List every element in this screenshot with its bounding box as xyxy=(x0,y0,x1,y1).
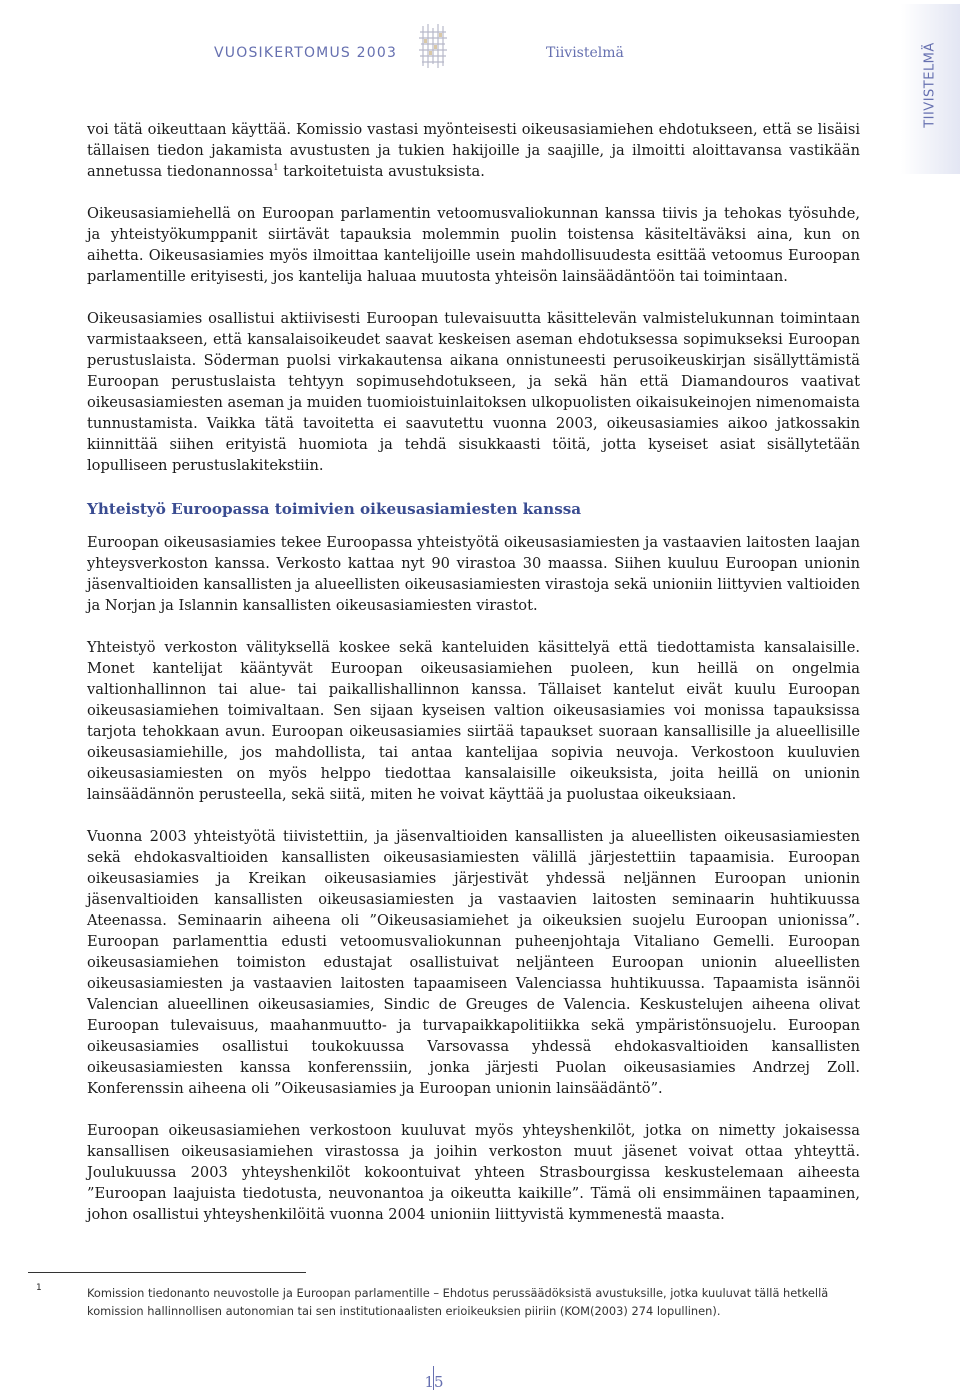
eu-ombudsman-logo-icon xyxy=(418,22,448,70)
paragraph: Euroopan oikeusasiamies tekee Euroopassa yhteistyötä oikeusasiamiesten ja vastaavien laitosten laajan yhteysverkoston kanssa. Verkosto kattaa nyt 90 virastoa 30 maassa. Siihen kuuluu Euroopan unionin jäsenvaltioiden kansallisten ja alueellisten oikeusasiamiesten virastoja sekä unioniin liittyvien valtioiden ja Norjan ja Islannin kansallisten oikeusasiamiesten virastot. xyxy=(87,534,860,614)
paragraph-tail: tarkoitetuista avustuksista. xyxy=(278,163,485,180)
section-label: Tiivistelmä xyxy=(546,45,624,61)
paragraph: Oikeusasiamies osallistui aktiivisesti Euroopan tulevaisuutta käsittelevän valmistelukunnan toimintaan varmistaakseen, että kansalaisoikeudet saavat keskeisen aseman ehdotuksessa sopimukseksi Euroopan perustuslaista. Söderman puolsi virkakautensa aikana onnistuneesti perusoikeuskirjan sisällyttämistä Euroopan perustuslaista tehtyyn sopimusehdotukseen, ja sekä hän että Diamandouros vaativat oikeusasiamiesten aseman ja muiden tuomioistuinlaitoksen ulkopuolisten oikaisukeinojen nimenomaista tunnustamista. Vaikka tätä tavoitetta ei saavutettu vuonna 2003, oikeusasiamies aikoo jatkossakin kiinnittää siihen erityistä huomiota ja tehdä sisukkaasti töitä, jotta kyseiset asiat sisällytetään lopulliseen perustuslakitekstiin. xyxy=(87,310,860,474)
footnote-divider xyxy=(28,1272,306,1273)
paragraph: Vuonna 2003 yhteistyötä tiivistettiin, ja jäsenvaltioiden kansallisten ja alueellisten oikeusasiamiesten sekä ehdokasvaltioiden kansallisten oikeusasiamiesten välillä järjestettiin tapaamisia. Euroopan oikeusasiamies ja Kreikan oikeusasiamies järjestivät yhdessä neljännen Euroopan unionin jäsenvaltioiden kansallisten oikeusasiamiesten ja vastaavien laitosten seminaarin huhtikuussa Ateenassa. Seminaarin aiheena oli ”Oikeusasiamiehet ja oikeuksien suojelu Euroopan unionissa”. Euroopan parlamenttia edusti vetoomusvaliokunnan puheenjohtaja Vitaliano Gemelli. Euroopan oikeusasiamiehen toimiston edustajat osallistuivat neljänteen Euroopan unionin alueellisten oikeusasiamiesten ja vastaavien laitosten tapaamiseen Valenciassa huhtikuussa. Tapaamista isännöi Valencian alueellinen oikeusasiamies, Sindic de Greuges de Valencia. Keskustelujen aiheena olivat Euroopan tulevaisuus, maahanmuutto- ja turvapaikkapolitiikka sekä ympäristönsuojelu. Euroopan oikeusasiamies osallistui toukokuussa Varsovassa yhdessä ehdokasvaltioiden kansallisten oikeusasiamiesten kanssa konferenssiin, jonka järjesti Puolan oikeusasiamies Andrzej Zoll. Konferenssin aiheena oli ”Oikeusasiamies ja Euroopan unionin lainsäädäntö”. xyxy=(87,828,860,1097)
paragraph: Euroopan oikeusasiamiehen verkostoon kuuluvat myös yhteyshenkilöt, jotka on nimetty jokaisessa kansallisen oikeusasiamiehen virastossa ja joihin verkoston muut jäsenet voivat ottaa yhteyttä. Joulukuussa 2003 yhteyshenkilöt kokoontuivat yhteen Strasbourgissa keskustelemaan aiheesta ”Euroopan laajuista tiedotusta, neuvonantoa ja oikeutta kaikille”. Tämä oli ensimmäinen tapaaminen, johon osallistui yhteyshenkilöitä vuonna 2004 unioniin liittyvistä kymmenestä maasta. xyxy=(87,1122,860,1223)
paragraph-text: voi tätä oikeuttaan käyttää. Komissio vastasi myönteisesti oikeusasiamiehen ehdotukseen, että se lisäisi tällaisen tiedon jakamista avustusten ja tukien hakijoille ja saajille, ja ilmoitti aloittavansa vastikään annetussa tiedonannossa xyxy=(87,121,860,180)
section-heading: Yhteistyö Euroopassa toimivien oikeusasiamiesten kanssa xyxy=(87,500,582,518)
main-content xyxy=(87,119,860,1246)
paragraph xyxy=(87,119,860,182)
paragraph: Oikeusasiamiehellä on Euroopan parlamentin vetoomusvaliokunnan kanssa tiivis ja tehokas työsuhde, ja yhteistyökumppanit siirtävät tapauksia molemmin puolin toistensa käsiteltäväksi aina, kun on aihetta. Oikeusasiamies myös ilmoittaa kantelijoille usein mahdollisuudesta esittää vetoomus Euroopan parlamentille erityisesti, jos kantelija haluaa muutosta yhteisön lainsäädäntöön tai toimintaan. xyxy=(87,205,860,285)
footnote-reference[interactable]: 1 xyxy=(273,163,279,173)
page-number: 15 xyxy=(424,1373,444,1391)
report-title: VUOSIKERTOMUS 2003 xyxy=(214,45,398,61)
side-tab-label: TIIVISTELMÄ xyxy=(922,42,938,128)
footnote-text: Komission tiedonanto neuvostolle ja Euroopan parlamentille – Ehdotus perussäädöksistä avustuksille, jotka kuuluvat tällä hetkellä komission hallinnollisen autonomian tai sen institutionaalisten erioikeuksien piiriin (KOM(2003) 274 lopullinen). xyxy=(87,1286,829,1318)
paragraph: Yhteistyö verkoston välityksellä koskee sekä kanteluiden käsittelyä että tiedottamista kansalaisille. Monet kantelijat kääntyvät Euroopan oikeusasiamiehen puoleen, kun heillä on ongelmia valtionhallinnon tai alue- tai paikallishallinnon kanssa. Tällaiset kantelut eivät kuulu Euroopan oikeusasiamiehen toimivaltaan. Sen sijaan kyseisen valtion oikeusasiamies voi monissa tapauksissa tarjota tehokkaan avun. Euroopan oikeusasiamies siirtää tapaukset suoraan kansallisille ja alueellisille oikeusasiamiehille, jos mahdollista, tai antaa kantelijaa sopivia neuvoja. Verkostoon kuuluvien oikeusasiamiesten on myös helppo tiedottaa kansalaisille oikeuksista, joita heillä on unionin lainsäädännön perusteella, sekä siitä, miten he voivat käyttää ja puolustaa oikeuksiaan. xyxy=(87,639,860,803)
footnote-marker: 1 xyxy=(36,1283,42,1293)
